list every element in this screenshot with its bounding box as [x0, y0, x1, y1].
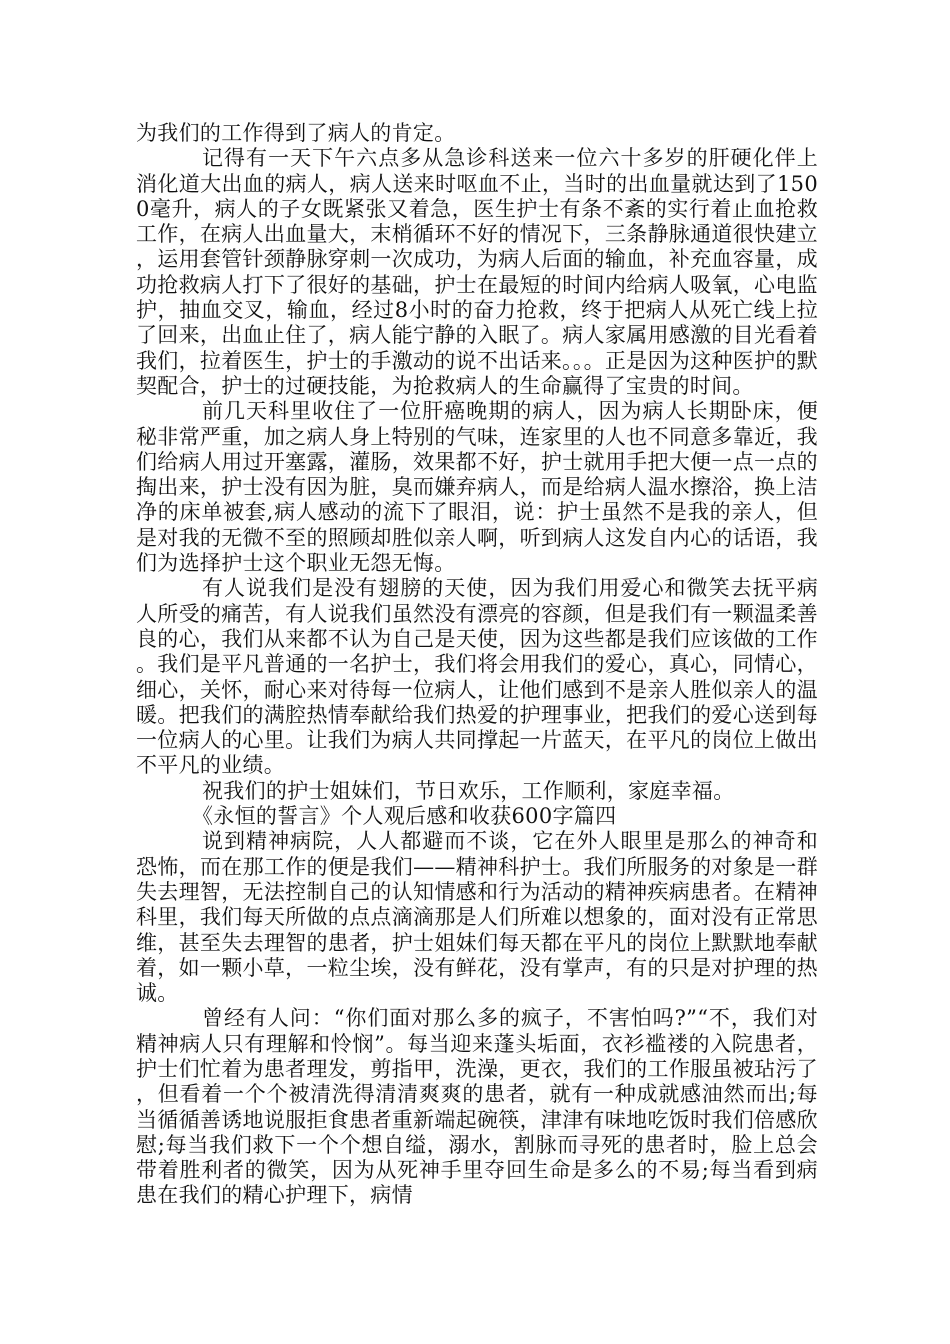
- paragraph-blessing: 祝我们的护士姐妹们，节日欢乐，工作顺利，家庭幸福。: [202, 778, 735, 803]
- paragraph-someone-asked: 曾经有人问：“你们面对那么多的疯子，不害怕吗?”“不，我们对精神病人只有理解和怜悯”。每当迎来蓬头垢面，衣衫褴褛的入院患者，护士们忙着为患者理发，剪指甲，洗澡，更衣，我们的工作服虽被玷污了，但看着一个个被清洗得清清爽爽的患者，就有一种成就感油然而出;每当循循善诱地说服拒食患者重新端起碗筷，津津有味地吃饭时我们倍感欣慰;每当我们救下一个个想自缢，溺水，割脉而寻死的患者时，脸上总会带着胜利者的微笑，因为从死神手里夺回生命是多么的不易;每当看到病患在我们的精心护理下，病情: [136, 1006, 818, 1208]
- paragraph-liver-cancer-patient: 前几天科里收住了一位肝癌晚期的病人，因为病人长期卧床，便秘非常严重，加之病人身上特别的气味，连家里的人也不同意多靠近，我们给病人用过开塞露，灌肠，效果都不好，护士就用手把大便一点一点的掏出来，护士没有因为脏，臭而嫌弃病人，而是给病人温水擦浴，换上洁净的床单被套,病人感动的流下了眼泪，说：护士虽然不是我的亲人，但是对我的无微不至的照顾却胜似亲人啊，听到病人这发自内心的话语，我们为选择护士这个职业无怨无悔。: [136, 399, 818, 576]
- paragraph-continuation: 为我们的工作得到了病人的肯定。: [136, 121, 456, 145]
- section-heading: 《永恒的誓言》个人观后感和收获600字篇四: [192, 804, 617, 829]
- paragraph-emergency-rescue: 记得有一天下午六点多从急诊科送来一位六十多岁的肝硬化伴上消化道大出血的病人，病人送来时呕血不止，当时的出血量就达到了1500毫升，病人的子女既紧张又着急，医生护士有条不紊的实行着止血抢救工作，在病人出血量大，末梢循环不好的情况下，三条静脉通道很快建立，运用套管针颈静脉穿刺一次成功，为病人后面的输血，补充血容量，成功抢救病人打下了很好的基础，护士在最短的时间内给病人吸氧，心电监护，抽血交叉，输血，经过8小时的奋力抢救，终于把病人从死亡线上拉了回来，出血止住了，病人能宁静的入眠了。病人家属用感激的目光看着我们，拉着医生，护士的手激动的说不出话来。。。正是因为这种医护的默契配合，护士的过硬技能，为抢救病人的生命赢得了宝贵的时间。: [136, 146, 818, 398]
- paragraph-psychiatric-hospital: 说到精神病院，人人都避而不谈，它在外人眼里是那么的神奇和恐怖，而在那工作的便是我们——精神科护士。我们所服务的对象是一群失去理智，无法控制自己的认知情感和行为活动的精神疾病患者。在精神科里，我们每天所做的点点滴滴那是人们所难以想象的，面对没有正常思维，甚至失去理智的患者，护士姐妹们每天都在平凡的岗位上默默地奉献着，如一颗小草，一粒尘埃，没有鲜花，没有掌声，有的只是对护理的热诚。: [136, 829, 818, 1006]
- document-body: [136, 121, 818, 1209]
- paragraph-angels-without-wings: 有人说我们是没有翅膀的天使，因为我们用爱心和微笑去抚平病人所受的痛苦，有人说我们虽然没有漂亮的容颜，但是我们有一颗温柔善良的心，我们从来都不认为自己是天使，因为这些都是我们应该做的工作。我们是平凡普通的一名护士，我们将会用我们的爱心，真心，同情心，细心，关怀，耐心来对待每一位病人，让他们感到不是亲人胜似亲人的温暖。把我们的满腔热情奉献给我们热爱的护理事业，把我们的爱心送到每一位病人的心里。让我们为病人共同撑起一片蓝天，在平凡的岗位上做出不平凡的业绩。: [136, 576, 818, 778]
